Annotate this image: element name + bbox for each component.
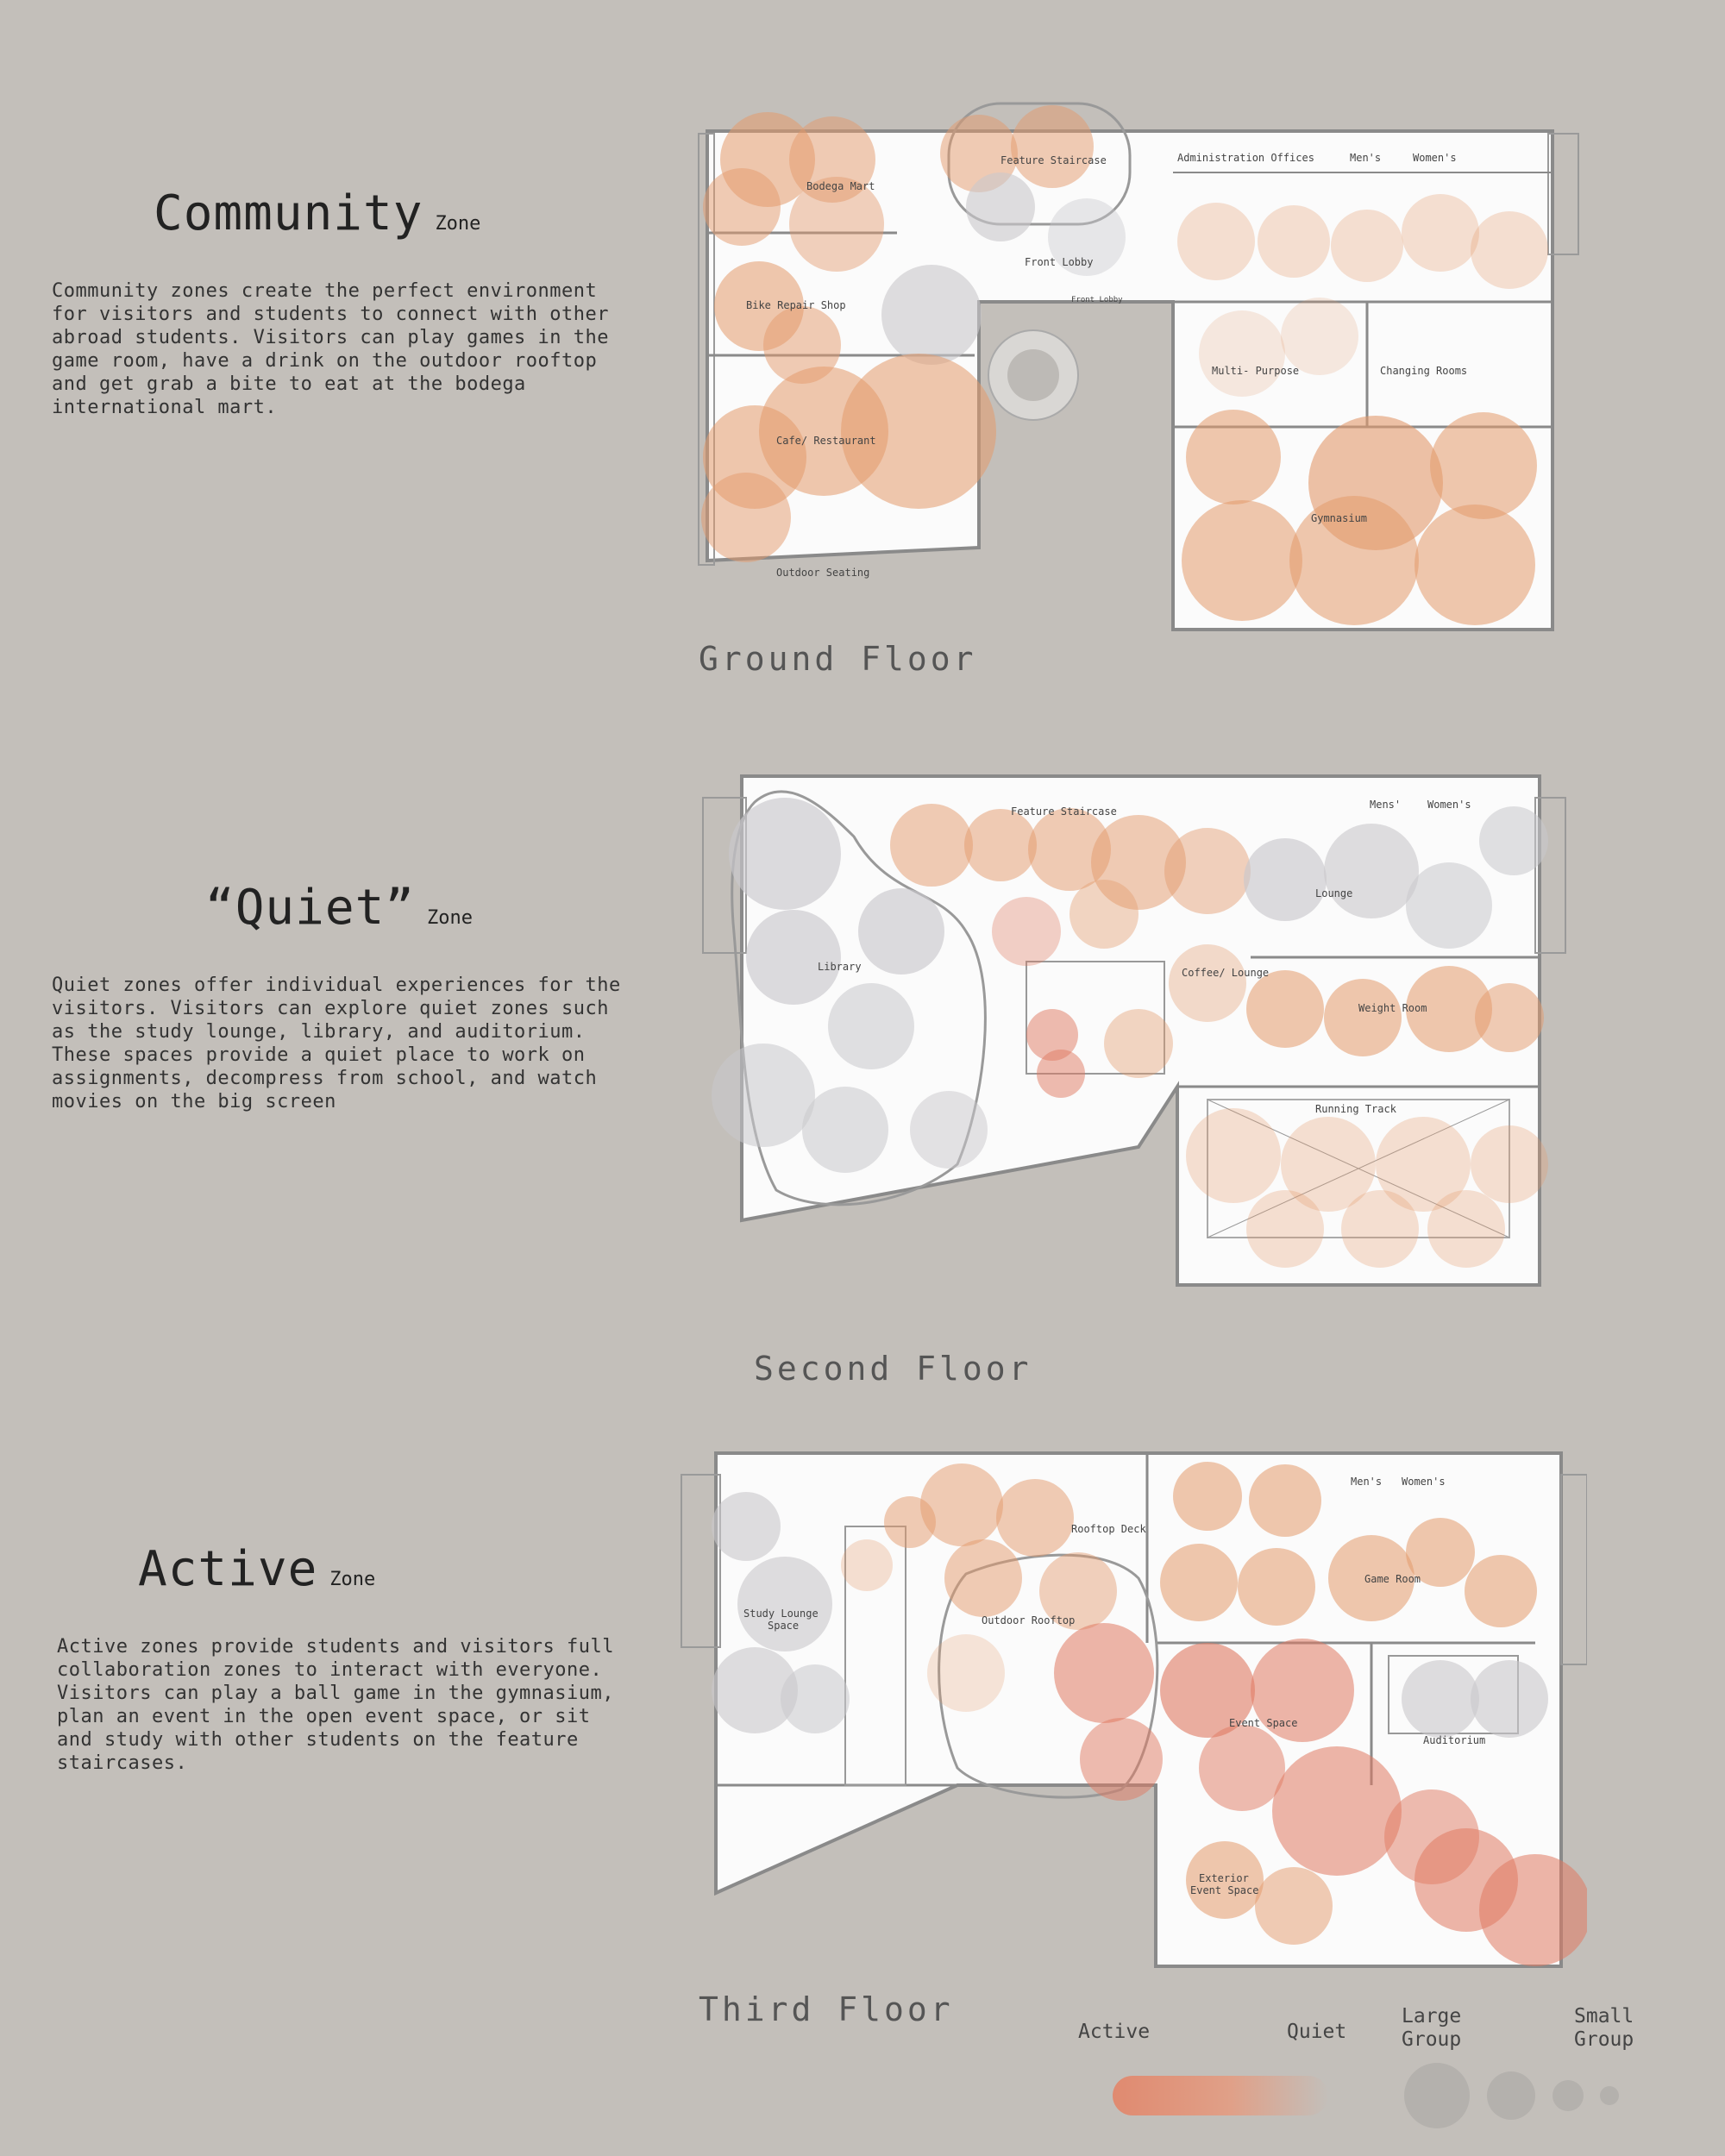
third-floor-plan — [673, 1440, 1587, 1984]
room-label-study-lounge: Study Lounge — [743, 1608, 819, 1620]
legend-quiet-label: Quiet — [1287, 2021, 1347, 2043]
community-zone-description: Community zones create the perfect environment for visitors and students to connect with other abroad students. Visitors can play games in the game room, have a drink on the outdoor rooftop and get grab a bite to eat at the bodega international mart. — [52, 280, 610, 418]
room-label-auditorium: Auditorium — [1423, 1734, 1486, 1746]
ground-floor-label: Ground Floor — [699, 640, 977, 678]
legend-graphics — [1104, 2057, 1673, 2134]
zone-suffix: Zone — [435, 213, 481, 235]
zone-title-text: Active — [138, 1541, 318, 1597]
quiet-zone-title — [205, 880, 621, 936]
room-label-multi-purpose: Multi- Purpose — [1212, 365, 1300, 377]
legend-active-quiet-gradient — [1113, 2076, 1328, 2115]
third-floor-label: Third Floor — [699, 1990, 954, 2028]
quiet-zone-description: Quiet zones offer individual experiences for the visitors. Visitors can explore quiet zones such as the study lounge, library, and auditorium. These spaces provide a quiet place to work on assignments, decompress from school, and watch movies on the big screen — [52, 975, 621, 1112]
room-label-rooftop-deck: Rooftop Deck — [1071, 1523, 1146, 1535]
room-label-womens: Women's — [1427, 799, 1471, 811]
room-label-bodega: Bodega Mart — [806, 180, 875, 192]
room-label-mens: Men's — [1351, 1476, 1383, 1488]
active-zone-title — [138, 1541, 621, 1597]
quiet-zone-block — [52, 880, 621, 1113]
ground-floor-plan — [690, 86, 1604, 638]
zone-suffix: Zone — [329, 1569, 376, 1590]
room-label-feature-staircase: Feature Staircase — [1000, 154, 1107, 166]
room-label-outdoor-rooftop: Outdoor Rooftop — [982, 1614, 1076, 1626]
legend-small-circle — [1552, 2080, 1584, 2111]
legend-small-group-label — [1574, 2005, 1634, 2052]
room-label-admin: Administration Offices — [1177, 152, 1314, 164]
room-label-womens: Women's — [1413, 152, 1457, 164]
zone-suffix: Zone — [427, 907, 473, 929]
legend-small-line1: Small — [1574, 2005, 1634, 2028]
legend-medium-circle — [1487, 2071, 1535, 2120]
legend-large-circle — [1404, 2063, 1470, 2128]
room-label-exterior: Exterior — [1199, 1872, 1249, 1884]
legend-large-group-label — [1402, 2005, 1461, 2052]
second-floor-plan — [690, 759, 1604, 1311]
room-label-feature-staircase: Feature Staircase — [1011, 805, 1117, 818]
room-label-running-track: Running Track — [1315, 1103, 1396, 1115]
zone-title-text: Community — [154, 185, 423, 241]
room-label-lounge: Lounge — [1315, 887, 1353, 899]
room-label-outdoor-seating: Outdoor Seating — [776, 567, 870, 579]
room-label-front-lobby-entry: Front Lobby — [1071, 296, 1123, 304]
legend-tiny-circle — [1600, 2086, 1619, 2105]
room-label-cafe: Cafe/ Restaurant — [776, 435, 876, 447]
room-label-womens: Women's — [1402, 1476, 1446, 1488]
room-label-changing: Changing Rooms — [1380, 365, 1468, 377]
legend-small-line2: Group — [1574, 2028, 1634, 2051]
zone-title-text: “Quiet” — [205, 880, 416, 936]
second-floor-label: Second Floor — [754, 1350, 1032, 1388]
room-label-weight-room: Weight Room — [1358, 1002, 1427, 1014]
active-zone-description: Active zones provide students and visitors full collaboration zones to interact with everyone. Visitors can play a ball game in the gymnasium, plan an event in the open event space, or sit and study with other students on the feature staircases. — [57, 1636, 615, 1774]
room-label-mens: Men's — [1350, 152, 1382, 164]
room-label-exterior-event: Event Space — [1190, 1884, 1259, 1896]
room-label-bike-repair: Bike Repair Shop — [746, 299, 846, 311]
room-label-game-room: Game Room — [1364, 1573, 1421, 1585]
active-zone-block — [52, 1541, 621, 1775]
room-label-event-space: Event Space — [1229, 1717, 1298, 1729]
room-label-study-space: Space — [768, 1620, 800, 1632]
room-label-front-lobby: Front Lobby — [1025, 256, 1094, 268]
legend-large-line2: Group — [1402, 2028, 1462, 2051]
room-label-mens: Mens' — [1370, 799, 1402, 811]
room-label-gymnasium: Gymnasium — [1311, 512, 1368, 524]
community-zone-block — [52, 185, 621, 419]
room-label-coffee-lounge: Coffee/ Lounge — [1182, 967, 1270, 979]
room-label-library: Library — [818, 961, 862, 973]
legend-large-line1: Large — [1402, 2005, 1462, 2028]
community-zone-title — [154, 185, 621, 241]
legend-active-label: Active — [1078, 2021, 1151, 2043]
